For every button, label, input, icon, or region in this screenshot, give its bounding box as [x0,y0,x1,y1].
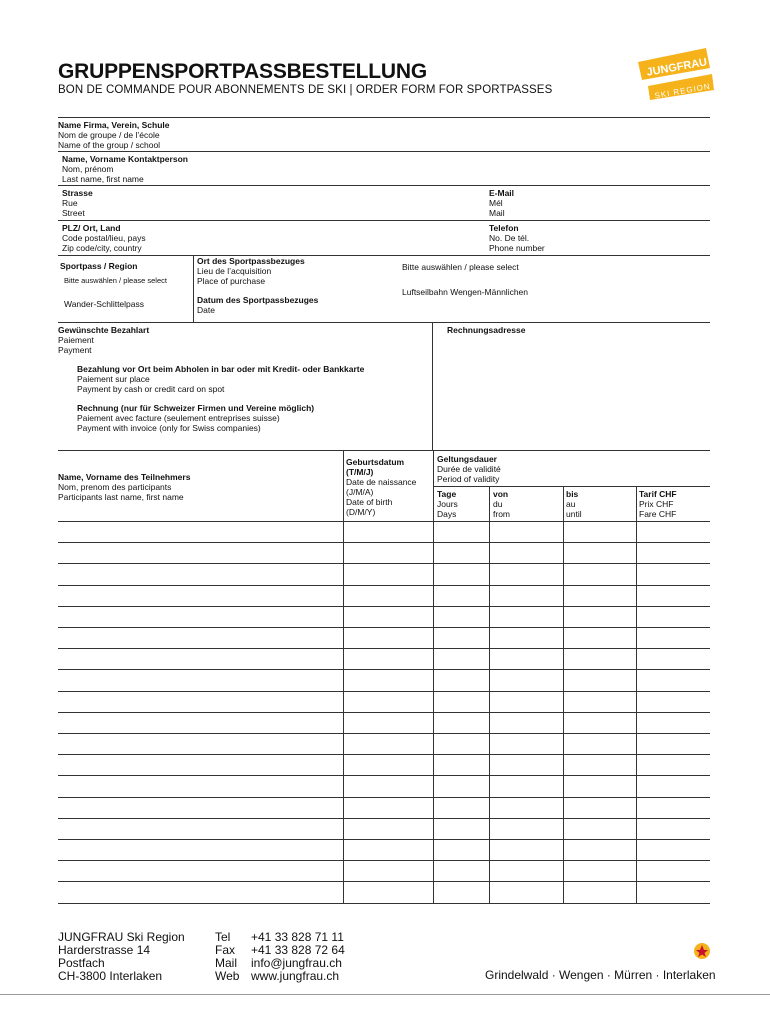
table-row[interactable] [58,670,710,690]
table-row-line [58,903,710,904]
purchase-date-field[interactable]: Datum des Sportpassbezuges Date [197,295,319,315]
sportpass-selected-value[interactable]: Wander-Schlittelpass [64,299,144,309]
phone-field[interactable]: Telefon No. De tél. Phone number [489,223,545,253]
price-header: Tarif CHF Prix CHF Fare CHF [639,489,677,519]
birthdate-header: Geburtsdatum (T/M/J) Date de naissance (J/M/A) Date of birth (D/M/Y) [346,457,417,517]
from-header: von du from [493,489,510,519]
email-field[interactable]: E-Mail Mél Mail [489,188,515,218]
contact-name-field[interactable]: Name, Vorname Kontaktperson Nom, prénom Last name, first name [62,154,188,184]
page-bottom-rule [0,994,770,995]
footer-address-line: Harderstrasse 14 [58,943,151,957]
table-row[interactable] [58,649,710,669]
divider [58,185,710,186]
table-row[interactable] [58,861,710,881]
footer-address-line: Postfach [58,956,105,970]
table-row[interactable] [58,755,710,775]
divider [58,117,710,118]
table-row[interactable] [58,628,710,648]
region-emblem-icon [693,942,711,960]
table-row[interactable] [58,564,710,584]
payment-option-invoice[interactable]: Rechnung (nur für Schweizer Firmen und Vereine möglich) Paiement avec facture (seulement entreprises suisse) Payment with invoice (only for Swiss companies) [77,403,315,433]
days-header: Tage Jours Days [437,489,458,519]
table-row[interactable] [58,692,710,712]
form-subtitle: BON DE COMMANDE POUR ABONNEMENTS DE SKI | ORDER FORM FOR SPORTPASSES [58,84,553,96]
payment-option-cash[interactable]: Bezahlung vor Ort beim Abholen in bar oder mit Kredit- oder Bankkarte Paiement sur place Payment by cash or credit card on spot [77,364,365,394]
table-row[interactable] [58,607,710,627]
footer-contact-labels: Tel Fax Mail Web [215,930,240,983]
logo-text-bottom: SKI REGION [653,81,712,101]
billing-address-label: Rechnungsadresse [447,325,526,335]
table-row[interactable] [58,882,710,902]
purchase-place-select[interactable]: Bitte auswählen / please select [402,262,519,272]
divider [58,220,710,221]
footer-phone: +41 33 828 71 11 [251,930,344,944]
table-row[interactable] [58,776,710,796]
sportpass-select[interactable]: Bitte auswählen / please select [64,276,167,285]
jungfrau-logo [636,46,716,102]
footer-contact-values [251,931,345,983]
purchase-place-label: Ort des Sportpassbezuges Lieu de l’acquisition Place of purchase [197,256,305,286]
purchase-place-selected-value[interactable]: Luftseilbahn Wengen-Männlichen [402,287,529,297]
footer-address-line: CH-3800 Interlaken [58,969,163,983]
table-row[interactable] [58,713,710,733]
participant-name-header: Name, Vorname des Teilnehmers Nom, prenom des participants Participants last name, first name [58,472,191,502]
table-row[interactable] [58,522,710,542]
street-field[interactable]: Strasse Rue Street [62,188,93,218]
divider [58,322,710,323]
validity-header: Geltungsdauer Durée de validité Period of validity [437,454,501,484]
zip-city-field[interactable]: PLZ/ Ort, Land Code postal/lieu, pays Zip code/city, country [62,223,146,253]
sportpass-label: Sportpass / Region [60,261,138,271]
divider [58,255,710,256]
table-row[interactable] [58,840,710,860]
divider [58,151,710,152]
until-header: bis au until [566,489,582,519]
divider [58,450,710,451]
footer-resorts: Grindelwald · Wengen · Mürren · Interlaken [485,968,716,982]
form-title: GRUPPENSPORTPASSBESTELLUNG [58,60,427,83]
table-row[interactable] [58,819,710,839]
table-row[interactable] [58,734,710,754]
footer-address [58,931,185,983]
payment-label: Gewünschte Bezahlart Paiement Payment [58,325,150,355]
footer-address-line: JUNGFRAU Ski Region [58,930,185,944]
logo-text-top: JUNGFRAU [645,56,709,79]
footer-web-link[interactable]: www.jungfrau.ch [251,969,340,983]
table-row[interactable] [58,798,710,818]
footer-fax: +41 33 828 72 64 [251,943,345,957]
group-name-field[interactable]: Name Firma, Verein, Schule Nom de groupe / de l’école Name of the group / school [58,120,170,150]
footer-email-link[interactable]: info@jungfrau.ch [251,956,342,970]
table-row[interactable] [58,543,710,563]
table-row[interactable] [58,586,710,606]
